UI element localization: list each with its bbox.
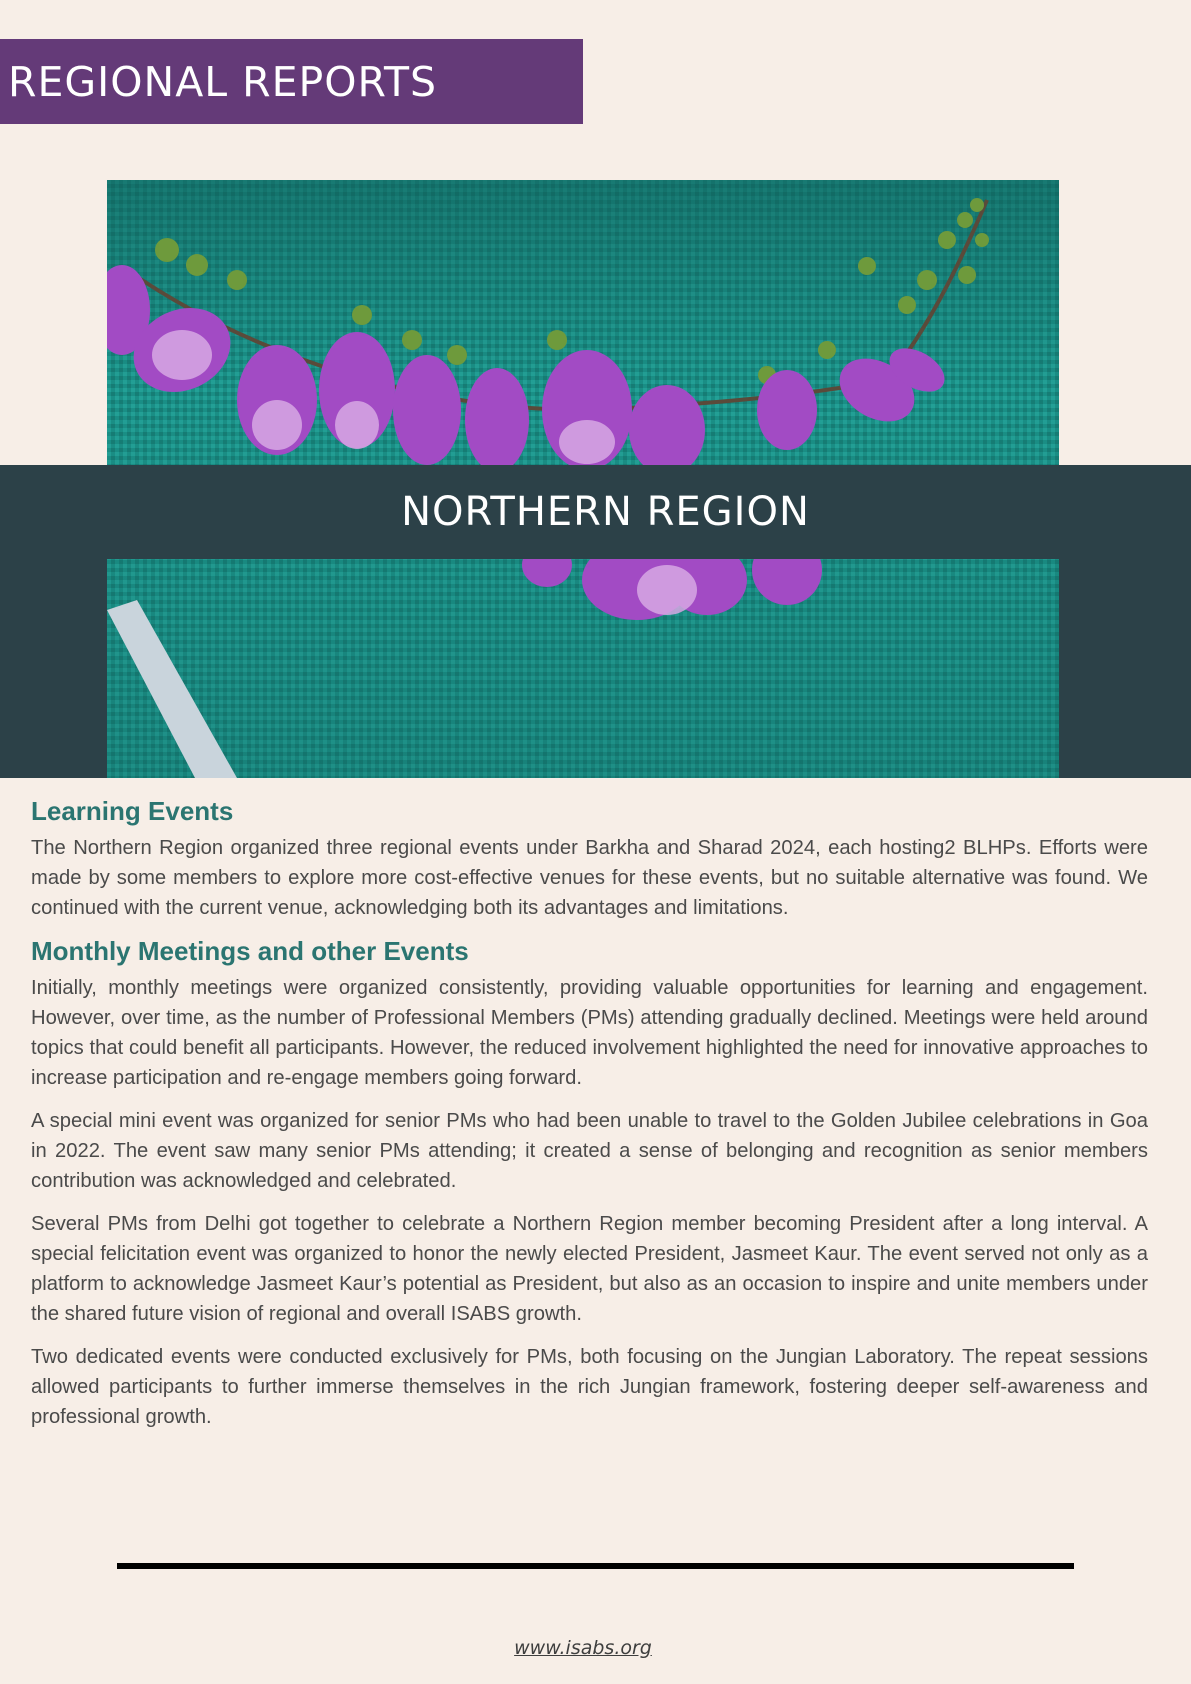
section-heading-learning-events: Learning Events: [31, 796, 234, 826]
region-banner: [0, 465, 1191, 559]
report-content: [31, 796, 1148, 1445]
monthly-meetings-paragraph-3: Several PMs from Delhi got together to celebrate a Northern Region member becoming President after a long interval. A special felicitation event was organized to honor the newly elected President, Jasmeet Kaur. The event served not only as a platform to acknowledge Jasmeet Kaur’s potential as President, but also as an occasion to inspire and unite members under the shared future vision of regional and overall ISABS growth.: [31, 1213, 1148, 1325]
monthly-meetings-paragraph-4: Two dedicated events were conducted exclusively for PMs, both focusing on the Jungian Laboratory. The repeat sessions allowed participants to further immerse themselves in the rich Jungian framework, fostering deeper self-awareness and professional growth.: [31, 1346, 1148, 1428]
footer-divider: [117, 1563, 1074, 1569]
monthly-meetings-paragraph-2: A special mini event was organized for senior PMs who had been unable to travel to the Golden Jubilee celebrations in Goa in 2022. The event saw many senior PMs attending; it created a sense of belonging and recognition as senior members contribution was acknowledged and celebrated.: [31, 1110, 1148, 1192]
header-banner: [0, 39, 583, 124]
band-fill-right: [1059, 559, 1191, 778]
band-fill-left: [0, 559, 107, 778]
page-title: REGIONAL REPORTS: [8, 57, 438, 106]
region-title: NORTHERN REGION: [401, 489, 810, 535]
monthly-meetings-paragraph-1: Initially, monthly meetings were organized consistently, providing valuable opportunities for learning and engagement. However, over time, as the number of Professional Members (PMs) attending gradually declined. Meetings were held around topics that could benefit all participants. However, the reduced involvement highlighted the need for innovative approaches to increase participation and re-engage members going forward.: [31, 977, 1148, 1089]
website-link[interactable]: www.isabs.org: [514, 1637, 652, 1659]
learning-events-paragraph: The Northern Region organized three regional events under Barkha and Sharad 2024, each hosting2 BLHPs. Efforts were made by some members to explore more cost-effective venues for these events, but no suitable alternative was found. We continued with the current venue, acknowledging both its advantages and limitations.: [31, 837, 1148, 919]
section-heading-monthly-meetings: Monthly Meetings and other Events: [31, 936, 469, 966]
